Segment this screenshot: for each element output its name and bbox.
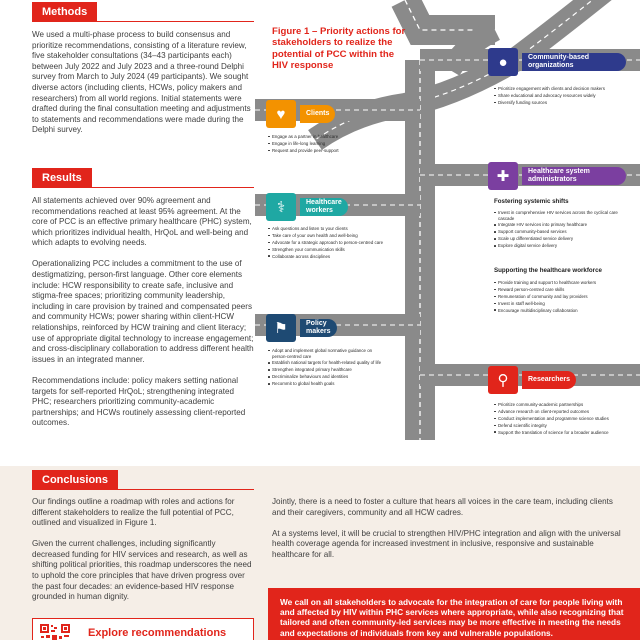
conclusions-paragraph-3: Jointly, there is a need to foster a culture that hears all voices in the care team, including clients and their caregivers, community and all HCW cadres. xyxy=(272,497,613,517)
list-item: Recommit to global health goals xyxy=(268,381,388,387)
hcw-actions xyxy=(268,226,388,260)
methods-paragraph: We used a multi-phase process to build consensus and prioritize recommendations, consisting of a literature review, five stakeholder consultations (34–43 participants each) between July 2022 and July 2023 and a three-round Delphi survey from March to July 2024 (49 participants). We sought diverse actors (including clients, HCWs, policy makers and researchers) from all world regions. Initial statements were drafted during the final consultation meeting and adjustments to statements and recommendations were made during the Delphi survey. xyxy=(32,30,251,135)
cbo-label: Community-based organizations xyxy=(522,53,626,71)
list-item: Engage as a partner in healthcare xyxy=(268,134,388,140)
clients-actions xyxy=(268,134,388,155)
hospital-icon: ✚ xyxy=(488,162,518,190)
list-item: Remuneration of community and lay providers xyxy=(494,294,630,300)
list-item: Decriminalize behaviours and identities xyxy=(268,374,388,380)
conclusions-heading: Conclusions xyxy=(32,470,118,490)
explore-recommendations-link[interactable]: Explore recommendations xyxy=(88,627,227,639)
list-item: Diversify funding sources xyxy=(494,100,630,106)
results-paragraph-1: All statements achieved over 90% agreement and recommendations reached at least 95% agreement. At the core of PCC is an effective primary healthcare (PHC) system, which prioritizes individual health, HrQoL and well-being and which adapts to evolving needs. xyxy=(32,196,252,248)
qr-code-icon[interactable] xyxy=(39,623,71,640)
list-item: Invest in comprehensive HIV services across the cyclical care cascade xyxy=(494,210,630,221)
list-item: Engage in life-long learning xyxy=(268,141,388,147)
list-item: Encourage multidisciplinary collaboration xyxy=(494,308,630,314)
hsa-systemic-actions xyxy=(494,210,630,250)
list-item: Strengthen your communication skills xyxy=(268,247,388,253)
cbo-actions xyxy=(494,86,630,107)
results-heading: Results xyxy=(32,168,92,188)
list-item: Share educational and advocacy resources widely xyxy=(494,93,630,99)
list-item: Establish national targets for health-related quality of life xyxy=(268,360,388,366)
list-item: Collaborate across disciplines xyxy=(268,254,388,260)
list-item: Conduct implementation and programme science studies xyxy=(494,416,630,422)
conclusions-header xyxy=(32,470,254,490)
researchers-actions xyxy=(494,402,630,436)
list-item: Reward person-centred care skills xyxy=(494,287,630,293)
health-worker-icon: ⚕ xyxy=(266,193,296,221)
results-paragraph-2: Operationalizing PCC includes a commitment to the use of destigmatizing, person-first language. Other core elements include: HCW responsibility to create safe, inclusive and stigma-free spaces; prioritizing community leadership, including in care provision by trained and compensated peers and community HCWs; power sharing within client-HCW relationships, reinforced by HCW training and client literacy; use of appropriate digital technology to increase engagement; and cross-disciplinary collaboration to address different health issues in an integrated manner. xyxy=(32,259,254,364)
conclusions-left-text xyxy=(32,497,254,613)
community-icon: ● xyxy=(488,48,518,76)
list-item: Provide training and support to healthcare workers xyxy=(494,280,630,286)
results-text xyxy=(32,196,254,439)
list-item: Ask questions and listen to your clients xyxy=(268,226,388,232)
hsa-workforce-actions xyxy=(494,280,630,314)
list-item: Explore digital service delivery xyxy=(494,243,630,249)
list-item: Request and provide peer-support xyxy=(268,148,388,154)
researchers-label: Researchers xyxy=(522,371,576,389)
hsa-subheading-workforce: Supporting the healthcare workforce xyxy=(494,267,602,274)
policy-label: Policy makers xyxy=(300,319,337,337)
hsa-label: Healthcare system administrators xyxy=(522,167,626,185)
methods-heading: Methods xyxy=(32,2,97,22)
list-item: Support community-based services xyxy=(494,229,630,235)
conclusions-right-text xyxy=(272,497,622,571)
figure-title: Figure 1 – Priority actions for stakeholders to realize the potential of PCC within the HIV response xyxy=(272,26,406,72)
list-item: Adopt and implement global normative guidance on person-centred care xyxy=(268,348,388,359)
clients-label: Clients xyxy=(300,105,335,123)
list-item: Support the translation of science for a broader audience xyxy=(494,430,630,436)
list-item: Prioritize community-academic partnerships xyxy=(494,402,630,408)
people-heart-icon: ♥ xyxy=(266,100,296,128)
list-item: Defend scientific integrity xyxy=(494,423,630,429)
list-item: Scale up differentiated service delivery xyxy=(494,236,630,242)
methods-text xyxy=(32,30,254,146)
list-item: Advance research on client-reported outcomes xyxy=(494,409,630,415)
hsa-subheading-systemic: Fostering systemic shifts xyxy=(494,198,569,205)
methods-header xyxy=(32,2,254,22)
results-paragraph-3: Recommendations include: policy makers setting national targets for self-reported HrQoL; strengthening integrated PHC; researchers prioritizing community-academic partnerships; and HCWs routinely assessing client-reported outcomes. xyxy=(32,375,246,428)
microscope-icon: ⚲ xyxy=(488,366,518,394)
policy-actions xyxy=(268,348,388,388)
list-item: Strengthen integrated primary healthcare xyxy=(268,367,388,373)
call-to-action: We call on all stakeholders to advocate for the integration of care for people living with and affected by HIV within PHC services where appropriate, while also recognizing that tailored and often community-led services may be more effective in meeting the needs and expectations of individuals from key and vulnerable populations. xyxy=(268,588,640,640)
list-item: Prioritize engagement with clients and decision makers xyxy=(494,86,630,92)
hcw-label: Healthcare workers xyxy=(300,198,348,216)
conclusions-paragraph-1: Our findings outline a roadmap with roles and actions for different stakeholders to realize the full potential of PCC, outlined and visualized in Figure 1. xyxy=(32,497,235,528)
conclusions-paragraph-2: Given the current challenges, including significantly decreased funding for HIV services and research, as well as shifting political priorities, this roadmap underscores the need to uphold the core principles that have driven progress over the past four decades: an evidence-based HIV response grounded in human dignity. xyxy=(32,539,252,602)
results-header xyxy=(32,168,254,188)
explore-recommendations-box[interactable] xyxy=(32,618,254,640)
list-item: Integrate HIV services into primary healthcare xyxy=(494,222,630,228)
list-item: Advocate for a strategic approach to person-centred care xyxy=(268,240,388,246)
conclusions-paragraph-4: At a systems level, it will be crucial to strengthen HIV/PHC integration and align with the universal health coverage agenda for increased investment in inclusive, responsive and sustainable healthcare for all. xyxy=(272,528,621,559)
podium-icon: ⚑ xyxy=(266,314,296,342)
list-item: Take care of your own health and well-being xyxy=(268,233,388,239)
list-item: Invest in staff well-being xyxy=(494,301,630,307)
